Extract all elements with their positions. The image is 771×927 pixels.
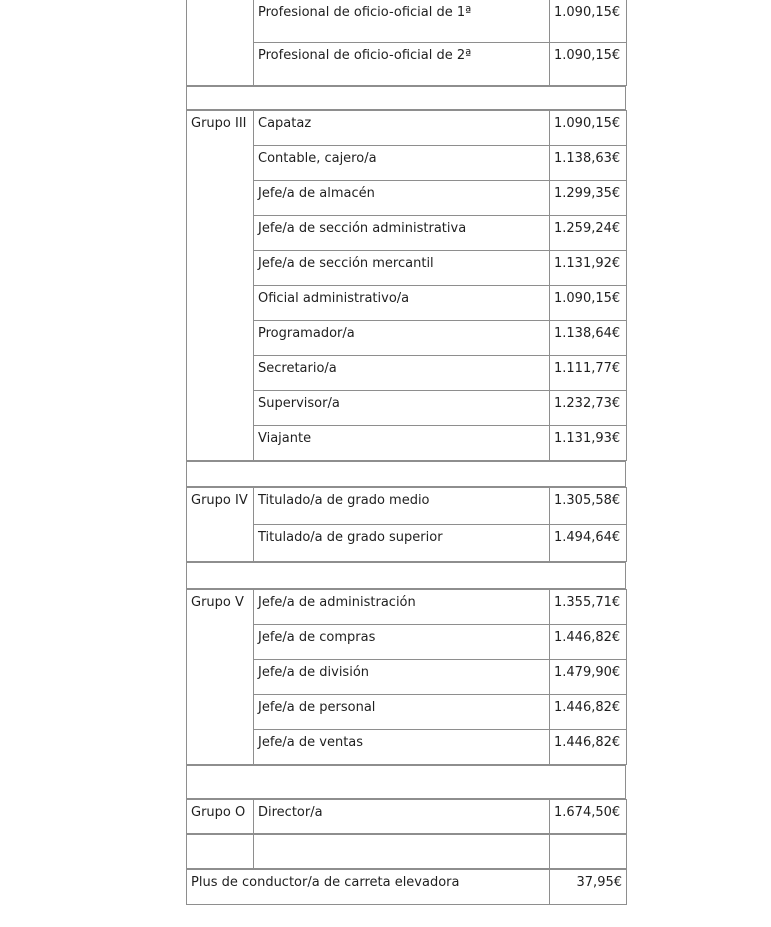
job-title-cell: Jefe/a de sección mercantil — [254, 250, 550, 285]
salary-cell: 1.131,92€ — [550, 250, 627, 285]
separator-cell — [187, 86, 626, 109]
salary-cell: 1.446,82€ — [550, 624, 627, 659]
group-label-cell: Grupo III — [187, 110, 254, 460]
group-label-cell: Grupo O — [187, 799, 254, 833]
salary-cell: 1.232,73€ — [550, 390, 627, 425]
salary-cell: 1.131,93€ — [550, 425, 627, 460]
job-title-cell: Programador/a — [254, 320, 550, 355]
empty-cell — [254, 834, 550, 868]
group-label-cell — [187, 0, 254, 85]
section-grupo-o — [186, 799, 627, 834]
salary-cell: 1.259,24€ — [550, 215, 627, 250]
salary-cell: 1.674,50€ — [550, 799, 627, 833]
separator-cell — [187, 562, 626, 588]
salary-cell: 1.299,35€ — [550, 180, 627, 215]
job-title-cell: Jefe/a de sección administrativa — [254, 215, 550, 250]
plus-label-cell: Plus de conductor/a de carreta elevadora — [187, 869, 550, 904]
salary-cell: 1.090,15€ — [550, 285, 627, 320]
job-title-cell: Profesional de oficio-oficial de 2ª — [254, 42, 550, 85]
job-title-cell: Titulado/a de grado medio — [254, 487, 550, 524]
job-title-cell: Jefe/a de administración — [254, 589, 550, 624]
table-row — [187, 487, 627, 524]
empty-cell — [550, 834, 627, 868]
table-row — [187, 834, 627, 868]
separator-cell — [187, 765, 626, 798]
salary-cell: 1.111,77€ — [550, 355, 627, 390]
group-label-cell: Grupo IV — [187, 487, 254, 561]
job-title-cell: Director/a — [254, 799, 550, 833]
empty-row — [186, 834, 627, 869]
salary-cell: 1.090,15€ — [550, 0, 627, 42]
table-row — [187, 0, 627, 42]
salary-table — [186, 0, 627, 905]
job-title-cell: Profesional de oficio-oficial de 1ª — [254, 0, 550, 42]
separator-row — [186, 765, 626, 799]
job-title-cell: Jefe/a de ventas — [254, 729, 550, 764]
job-title-cell: Capataz — [254, 110, 550, 145]
separator-row — [186, 86, 626, 110]
job-title-cell: Viajante — [254, 425, 550, 460]
salary-cell: 1.446,82€ — [550, 729, 627, 764]
job-title-cell: Jefe/a de almacén — [254, 180, 550, 215]
separator-cell — [187, 461, 626, 486]
separator-row — [186, 562, 626, 589]
section-grupo-iv — [186, 487, 627, 562]
job-title-cell: Secretario/a — [254, 355, 550, 390]
job-title-cell: Jefe/a de división — [254, 659, 550, 694]
section-grupo-v — [186, 589, 627, 765]
job-title-cell: Jefe/a de personal — [254, 694, 550, 729]
empty-cell — [187, 834, 254, 868]
table-row — [187, 110, 627, 145]
salary-cell: 37,95€ — [550, 869, 627, 904]
job-title-cell: Supervisor/a — [254, 390, 550, 425]
job-title-cell: Jefe/a de compras — [254, 624, 550, 659]
job-title-cell: Titulado/a de grado superior — [254, 524, 550, 561]
job-title-cell: Contable, cajero/a — [254, 145, 550, 180]
salary-cell: 1.090,15€ — [550, 110, 627, 145]
section-plus — [186, 869, 627, 905]
table-row — [187, 869, 627, 904]
salary-cell: 1.138,64€ — [550, 320, 627, 355]
salary-cell: 1.494,64€ — [550, 524, 627, 561]
separator-row — [186, 461, 626, 487]
salary-cell: 1.355,71€ — [550, 589, 627, 624]
salary-cell: 1.446,82€ — [550, 694, 627, 729]
group-label-cell: Grupo V — [187, 589, 254, 764]
salary-cell: 1.479,90€ — [550, 659, 627, 694]
salary-cell: 1.305,58€ — [550, 487, 627, 524]
salary-cell: 1.138,63€ — [550, 145, 627, 180]
table-row — [187, 799, 627, 833]
section-grupo-iii — [186, 110, 627, 461]
job-title-cell: Oficial administrativo/a — [254, 285, 550, 320]
table-row — [187, 589, 627, 624]
section-top — [186, 0, 627, 86]
salary-cell: 1.090,15€ — [550, 42, 627, 85]
